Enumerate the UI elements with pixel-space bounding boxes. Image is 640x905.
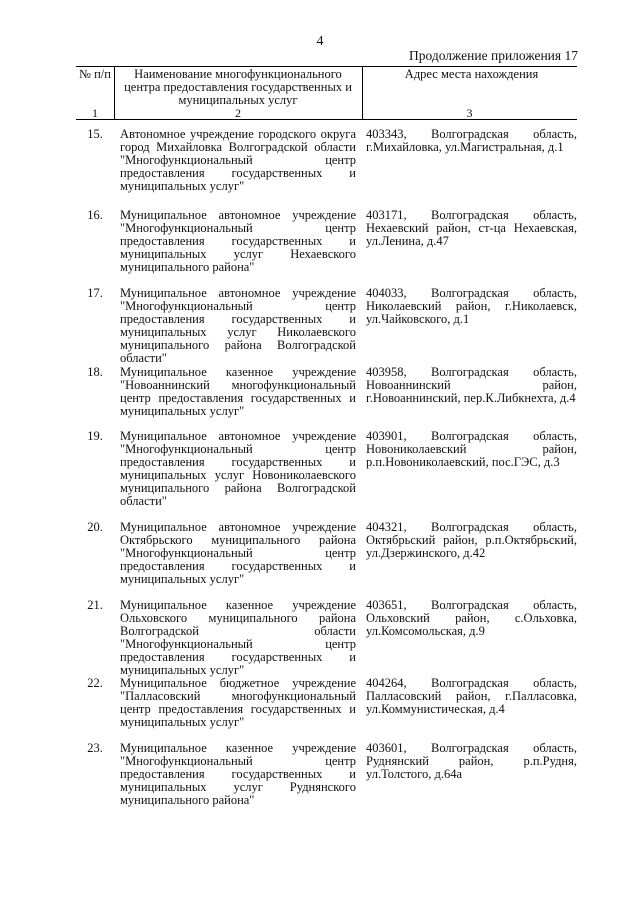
center-address: 403171, Волгоградская область, Нехаевский район, ст-ца Нехаевская, ул.Ленина, д.47 [366, 208, 577, 248]
center-name: Муниципальное автономное учреждение Октябрьского муниципального района "Многофункциональный центр предоставления государственных и муниципальных услуг" [120, 520, 356, 586]
row-number: 17. [87, 286, 103, 300]
center-name: Муниципальное автономное учреждение "Многофункциональный центр предоставления государственных и муниципальных услуг Нехаевского муниципального района" [120, 208, 356, 274]
row-number: 23. [87, 741, 103, 755]
row-number: 19. [87, 429, 103, 443]
row-number: 21. [87, 598, 103, 612]
center-name: Муниципальное автономное учреждение "Многофункциональный центр предоставления государственных и муниципальных услуг Новониколаевского муниципального района Волгоградской области" [120, 429, 356, 508]
header-num: № п/п [79, 67, 111, 81]
center-address: 404264, Волгоградская область, Палласовский район, г.Палласовка, ул.Коммунистическая, д.4 [366, 676, 577, 716]
center-name: Муниципальное казенное учреждение "Многофункциональный центр предоставления государственных и муниципальных услуг Руднянского муниципального района" [120, 741, 356, 807]
center-address: 404033, Волгоградская область, Николаевский район, г.Николаевск, ул.Чайковского, д.1 [366, 286, 577, 326]
row-number: 18. [87, 365, 103, 379]
center-address: 403343, Волгоградская область, г.Михайловка, ул.Магистральная, д.1 [366, 127, 577, 154]
center-address: 404321, Волгоградская область, Октябрьский район, р.п.Октябрьский, ул.Дзержинского, д.42 [366, 520, 577, 560]
row-number: 22. [87, 676, 103, 690]
center-name: Муниципальное казенное учреждение "Новоаннинский многофункциональный центр предоставления государственных и муниципальных услуг" [120, 365, 356, 418]
header-name: Наименование многофункционального центра предоставления государственных и муниципальных услуг [124, 67, 352, 107]
center-address: 403601, Волгоградская область, Руднянский район, р.п.Рудня, ул.Толстого, д.64а [366, 741, 577, 781]
row-number: 20. [87, 520, 103, 534]
column-numbers-row [76, 107, 577, 118]
center-name: Муниципальное автономное учреждение "Многофункциональный центр предоставления государственных и муниципальных услуг Николаевского муниципального района Волгоградской области" [120, 286, 356, 365]
center-name: Муниципальное бюджетное учреждение "Палласовский многофункциональный центр предоставления государственных и муниципальных услуг" [120, 676, 356, 729]
column-number: 1 [92, 106, 98, 120]
page-number: 4 [316, 34, 324, 49]
center-name: Автономное учреждение городского округа город Михайловка Волгоградской области "Многофункциональный центр предоставления государственных и муниципальных услуг" [120, 127, 356, 193]
continuation-label: Продолжение приложения 17 [408, 48, 578, 63]
row-number: 16. [87, 208, 103, 222]
header-address: Адрес места нахождения [404, 67, 539, 81]
column-number: 2 [235, 106, 241, 120]
row-number: 15. [87, 127, 103, 141]
center-address: 403901, Волгоградская область, Новониколаевский район, р.п.Новониколаевский, пос.ГЭС, д.3 [366, 429, 577, 469]
center-name: Муниципальное казенное учреждение Ольховского муниципального района Волгоградской области "Многофункциональный центр предоставления государственных и муниципальных услуг" [120, 598, 356, 677]
center-address: 403651, Волгоградская область, Ольховский район, с.Ольховка, ул.Комсомольская, д.9 [366, 598, 577, 638]
center-address: 403958, Волгоградская область, Новоаннинский район, г.Новоаннинский, пер.К.Либкнехта, д.4 [366, 365, 577, 405]
column-number: 3 [466, 106, 473, 120]
